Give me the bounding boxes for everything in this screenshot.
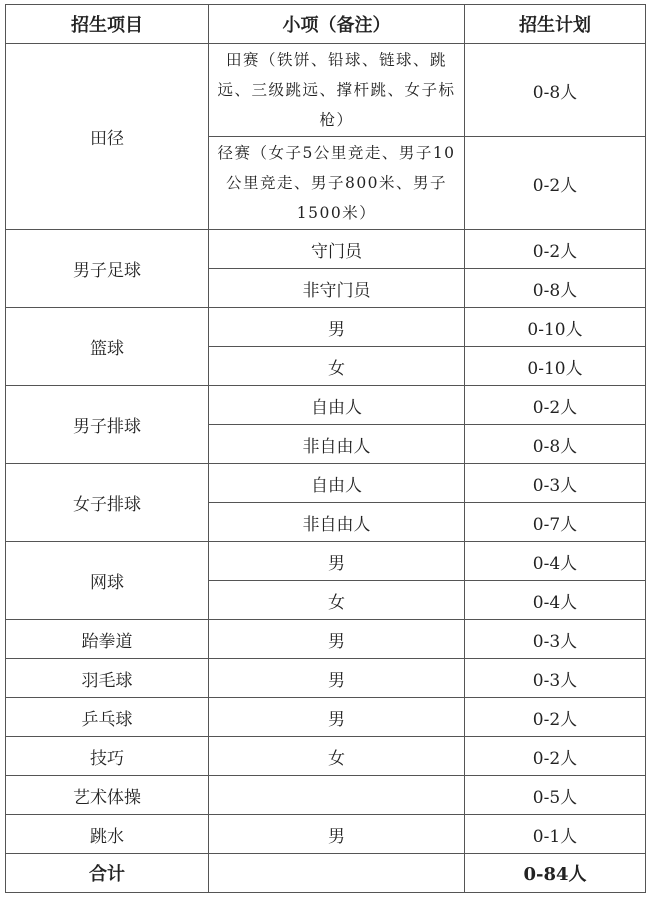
- plan-cell: 0-8人: [465, 44, 646, 137]
- project-cell: 技巧: [6, 737, 209, 776]
- table-row: [6, 776, 646, 815]
- plan-cell: 0-3人: [465, 464, 646, 503]
- subitem-cell: 男: [209, 815, 465, 854]
- recruitment-plan-table: [5, 4, 646, 893]
- plan-cell: 0-8人: [465, 425, 646, 464]
- project-cell: 女子排球: [6, 464, 209, 542]
- project-cell: 艺术体操: [6, 776, 209, 815]
- plan-cell: 0-7人: [465, 503, 646, 542]
- table-row: [6, 386, 646, 425]
- total-label: 合计: [6, 854, 209, 893]
- subitem-cell: 田赛（铁饼、铅球、链球、跳远、三级跳远、撑杆跳、女子标枪）: [209, 44, 465, 137]
- total-row: [6, 854, 646, 893]
- subitem-cell: 径赛（女子5公里竞走、男子10公里竞走、男子800米、男子1500米）: [209, 137, 465, 230]
- subitem-cell: 男: [209, 620, 465, 659]
- header-plan: 招生计划: [465, 5, 646, 44]
- table-row: [6, 698, 646, 737]
- plan-cell: 0-3人: [465, 620, 646, 659]
- total-plan: 0-84人: [465, 854, 646, 893]
- table-row: [6, 44, 646, 137]
- table-row: [6, 737, 646, 776]
- plan-cell: 0-5人: [465, 776, 646, 815]
- subitem-cell: 自由人: [209, 386, 465, 425]
- table-row: [6, 308, 646, 347]
- project-cell: 羽毛球: [6, 659, 209, 698]
- header-row: [6, 5, 646, 44]
- project-cell: 跳水: [6, 815, 209, 854]
- subitem-cell: 女: [209, 581, 465, 620]
- project-cell: 跆拳道: [6, 620, 209, 659]
- table-row: [6, 815, 646, 854]
- subitem-cell: 男: [209, 308, 465, 347]
- subitem-cell: 自由人: [209, 464, 465, 503]
- plan-cell: 0-3人: [465, 659, 646, 698]
- plan-cell: 0-10人: [465, 308, 646, 347]
- plan-cell: 0-2人: [465, 386, 646, 425]
- subitem-cell: 女: [209, 347, 465, 386]
- project-cell: 网球: [6, 542, 209, 620]
- header-project: 招生项目: [6, 5, 209, 44]
- plan-cell: 0-4人: [465, 542, 646, 581]
- subitem-cell: 守门员: [209, 230, 465, 269]
- plan-cell: 0-2人: [465, 137, 646, 230]
- subitem-cell: [209, 776, 465, 815]
- project-cell: 男子排球: [6, 386, 209, 464]
- table-row: [6, 464, 646, 503]
- subitem-cell: 男: [209, 542, 465, 581]
- table-row: [6, 230, 646, 269]
- header-subitem: 小项（备注）: [209, 5, 465, 44]
- subitem-cell: 非守门员: [209, 269, 465, 308]
- plan-cell: 0-4人: [465, 581, 646, 620]
- project-cell: 男子足球: [6, 230, 209, 308]
- project-cell: 乒乓球: [6, 698, 209, 737]
- project-cell: 田径: [6, 44, 209, 230]
- subitem-cell: 男: [209, 698, 465, 737]
- table-row: [6, 542, 646, 581]
- plan-cell: 0-2人: [465, 230, 646, 269]
- subitem-cell: 非自由人: [209, 425, 465, 464]
- total-subitem: [209, 854, 465, 893]
- plan-cell: 0-8人: [465, 269, 646, 308]
- subitem-cell: 男: [209, 659, 465, 698]
- subitem-cell: 女: [209, 737, 465, 776]
- table-row: [6, 659, 646, 698]
- plan-cell: 0-2人: [465, 698, 646, 737]
- plan-cell: 0-2人: [465, 737, 646, 776]
- plan-cell: 0-1人: [465, 815, 646, 854]
- plan-cell: 0-10人: [465, 347, 646, 386]
- table-row: [6, 620, 646, 659]
- project-cell: 篮球: [6, 308, 209, 386]
- subitem-cell: 非自由人: [209, 503, 465, 542]
